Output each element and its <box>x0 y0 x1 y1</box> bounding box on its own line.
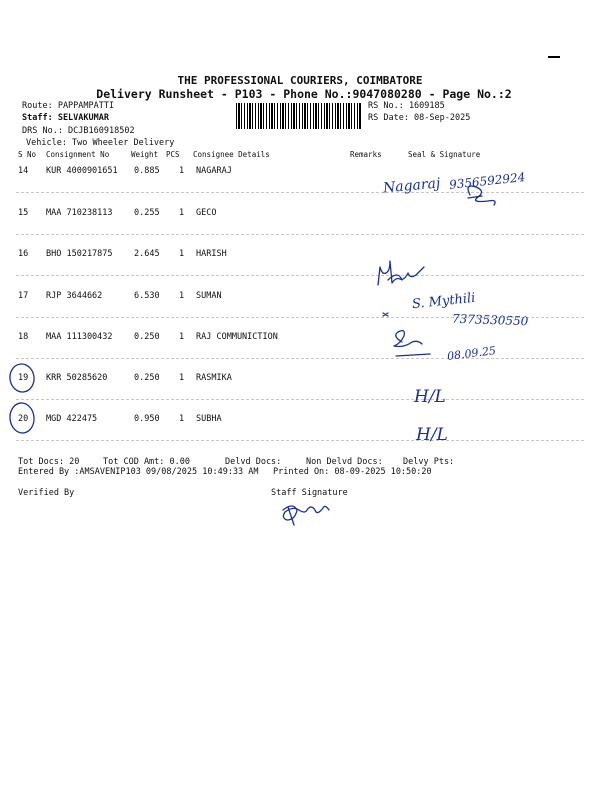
verified-by-label: Verified By <box>18 488 75 498</box>
delivery-points: Delvy Pts: <box>403 457 455 467</box>
staff-signature-label: Staff Signature <box>271 488 348 498</box>
row-weight: 0.885 <box>134 166 160 176</box>
row-weight: 0.250 <box>134 332 160 342</box>
row-consignment-no: BHO 150217875 <box>46 249 113 259</box>
row-pcs: 1 <box>179 332 185 342</box>
handwritten-phone-row17: 7373530550 <box>451 311 529 329</box>
rs-date: RS Date: 08-Sep-2025 <box>368 113 471 123</box>
handwritten-mark-row19: H/L <box>414 387 446 407</box>
row-consignment-no: KUR 4000901651 <box>46 166 118 176</box>
staff-label: Staff: SELVAKUMAR <box>22 113 109 123</box>
row-pcs: 1 <box>179 291 185 301</box>
row-weight: 2.645 <box>134 249 160 259</box>
col-remarks: Remarks <box>350 150 382 159</box>
row-sno: 20 <box>18 414 29 424</box>
circle-mark-20 <box>8 402 35 434</box>
company-title: THE PROFESSIONAL COURIERS, COIMBATORE <box>177 74 423 87</box>
col-sno: S No <box>18 150 37 159</box>
col-seal-signature: Seal & Signature <box>408 150 481 159</box>
row-sno: 14 <box>18 166 29 176</box>
row-sno: 15 <box>18 208 29 218</box>
signature-row18-scribble <box>394 331 422 347</box>
handwritten-signature-row14: Nagaraj <box>382 175 441 197</box>
runsheet-subtitle: Delivery Runsheet - P103 - Phone No.:9047080280 - Page No.:2 <box>96 87 512 101</box>
total-docs: Tot Docs: 20 <box>18 457 80 467</box>
col-weight: Weight <box>131 150 159 159</box>
row-consignment-no: MAA 710238113 <box>46 208 113 218</box>
handwritten-name-row17: S. Mythili <box>411 290 477 313</box>
delivered-docs: Delvd Docs: <box>225 457 282 467</box>
drs-number: DRS No.: DCJB160918502 <box>22 126 135 136</box>
row-consignee: RASMIKA <box>196 373 232 383</box>
row-consignment-no: MAA 111300432 <box>46 332 113 342</box>
handwritten-date-row18: 08.09.25 <box>446 344 497 363</box>
circle-mark-19 <box>8 362 36 393</box>
total-cod-amount: Tot COD Amt: 0.00 <box>103 457 190 467</box>
row-weight: 0.255 <box>134 208 160 218</box>
handwritten-mark-row20: H/L <box>416 425 448 445</box>
col-consignee: Consignee Details <box>193 150 270 159</box>
row-pcs: 1 <box>179 249 185 259</box>
handwritten-phone-row14: 9356592924 <box>448 170 526 192</box>
entered-by: Entered By :AMSAVENIP103 09/08/2025 10:49:33 AM <box>18 467 259 477</box>
printed-on: Printed On: 08-09-2025 10:50:20 <box>273 467 432 477</box>
row-pcs: 1 <box>179 373 185 383</box>
row-pcs: 1 <box>179 166 185 176</box>
col-consignment: Consignment No <box>46 150 110 159</box>
row-sno: 16 <box>18 249 29 259</box>
row-consignee: SUBHA <box>196 414 222 424</box>
row-consignment-no: RJP 3644662 <box>46 291 103 301</box>
row-pcs: 1 <box>179 208 185 218</box>
row-consignee: SUMAN <box>196 291 222 301</box>
row-weight: 0.950 <box>134 414 160 424</box>
row-sno: 17 <box>18 291 29 301</box>
row-weight: 0.250 <box>134 373 160 383</box>
row-consignment-no: MGD 422475 <box>46 414 98 424</box>
row-pcs: 1 <box>179 414 185 424</box>
row-consignee: GECO <box>196 208 217 218</box>
rs-number: RS No.: 1609185 <box>368 101 445 111</box>
row-sno: 18 <box>18 332 29 342</box>
row-consignee: RAJ COMMUNICTION <box>196 332 278 342</box>
route-label: Route: PAPPAMPATTI <box>22 101 115 111</box>
row-consignee: HARISH <box>196 249 227 259</box>
vehicle-label: Vehicle: Two Wheeler Delivery <box>26 138 175 148</box>
signature-row16-scribble <box>378 261 424 285</box>
row-weight: 6.530 <box>134 291 160 301</box>
row-consignee: NAGARAJ <box>196 166 232 176</box>
non-delivered-docs: Non Delvd Docs: <box>306 457 383 467</box>
row-consignment-no: KRR 50285620 <box>46 373 108 383</box>
col-pcs: PCS <box>166 150 180 159</box>
row-sno: 19 <box>18 373 29 383</box>
